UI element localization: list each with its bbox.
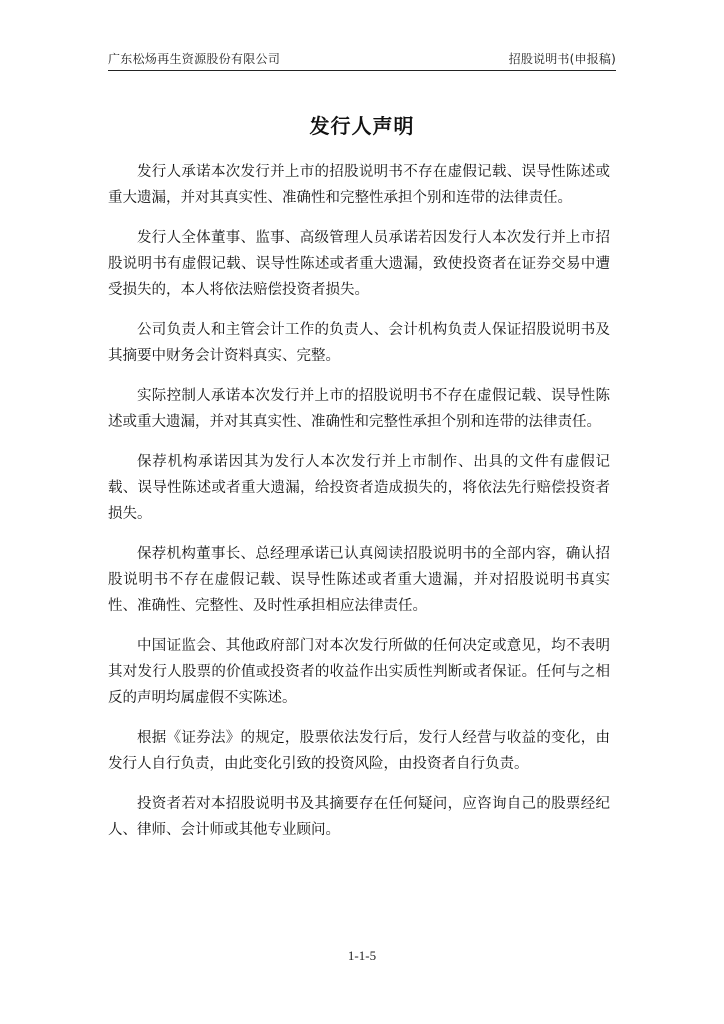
header-document-type: 招股说明书(申报稿) [508, 52, 616, 66]
paragraph-sponsor-commitment: 保荐机构承诺因其为发行人本次发行并上市制作、出具的文件有虚假记载、误导性陈述或者重大遗漏，给投资者造成损失的，将依法先行赔偿投资者损失。 [108, 454, 610, 522]
statement-body [108, 159, 610, 857]
paragraph-issuer-commitment: 发行人承诺本次发行并上市的招股说明书不存在虚假记载、误导性陈述或重大遗漏，并对其真实性、准确性和完整性承担个别和连带的法律责任。 [108, 164, 610, 206]
paragraph-directors-commitment: 发行人全体董事、监事、高级管理人员承诺若因发行人本次发行并上市招股说明书有虚假记载、误导性陈述或者重大遗漏，致使投资者在证券交易中遭受损失的，本人将依法赔偿投资者损失。 [108, 230, 610, 298]
page-number: 1-1-5 [347, 948, 377, 963]
paragraph-regulator-disclaimer: 中国证监会、其他政府部门对本次发行所做的任何决定或意见，均不表明其对发行人股票的价值或投资者的收益作出实质性判断或者保证。任何与之相反的声明均属虚假不实陈述。 [108, 638, 610, 706]
paragraph-controller-commitment: 实际控制人承诺本次发行并上市的招股说明书不存在虚假记载、误导性陈述或重大遗漏，并对其真实性、准确性和完整性承担个别和连带的法律责任。 [108, 388, 610, 430]
header-company-name: 广东松炀再生资源股份有限公司 [108, 52, 281, 66]
page-header [108, 50, 616, 71]
paragraph-sponsor-executives-commitment: 保荐机构董事长、总经理承诺已认真阅读招股说明书的全部内容，确认招股说明书不存在虚假记载、误导性陈述或者重大遗漏，并对招股说明书真实性、准确性、完整性、及时性承担相应法律责任。 [108, 546, 610, 614]
paragraph-financial-guarantee: 公司负责人和主管会计工作的负责人、会计机构负责人保证招股说明书及其摘要中财务会计资料真实、完整。 [108, 322, 610, 364]
document-title: 发行人声明 [309, 114, 415, 138]
paragraph-securities-law: 根据《证券法》的规定，股票依法发行后，发行人经营与收益的变化，由发行人自行负责，由此变化引致的投资风险，由投资者自行负责。 [108, 730, 610, 772]
paragraph-investor-advice: 投资者若对本招股说明书及其摘要存在任何疑问，应咨询自己的股票经纪人、律师、会计师或其他专业顾问。 [108, 796, 610, 838]
